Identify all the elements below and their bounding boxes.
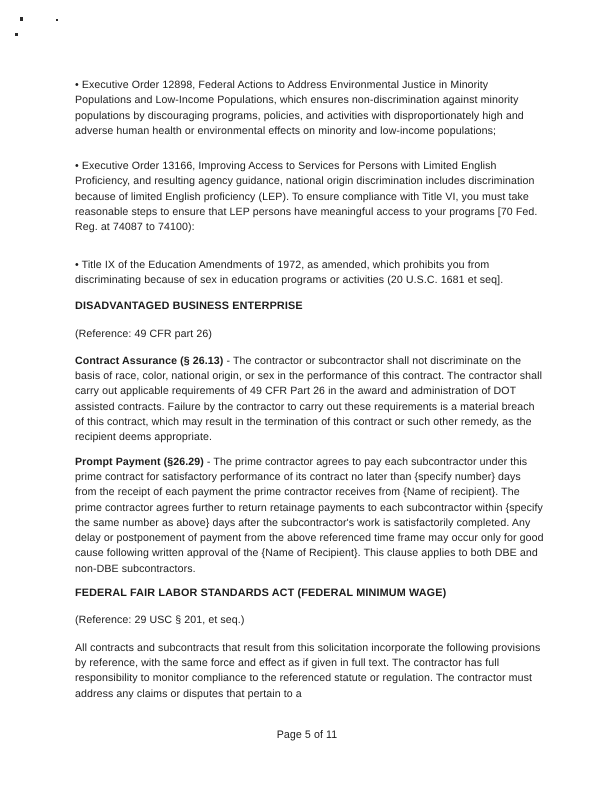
reference-line-dbe: (Reference: 49 CFR part 26) — [75, 327, 212, 340]
bullet-paragraph-eo-13166: • Executive Order 13166, Improving Access to Services for Persons with Limited English Proficiency, and resulting agency guidance, national origin discrimination includes discrimination because of limited English proficiency (LEP). To ensure compliance with Title VI, you must take reasonable steps to ensure that LEP persons have meaningful access to your programs [70 Fed. Reg. at 74087 to 74100): — [75, 160, 538, 234]
paragraph-flsa-intro: All contracts and subcontracts that result from this solicitation incorporate the following provisions by reference, with the same force and effect as if given in full text. The contractor has full responsibility to monitor compliance to the referenced statute or regulation. The contractor must address any claims or disputes that pertain to a — [75, 641, 541, 700]
document-body — [75, 78, 545, 718]
prompt-payment-lead: Prompt Payment (§26.29) — [75, 455, 204, 468]
bullet-paragraph-eo-12898: • Executive Order 12898, Federal Actions to Address Environmental Justice in Minority Populations and Low-Income Populations, which ensures non-discrimination against minority populations by discouraging programs, policies, and activities with disproportionately high and adverse human health or environmental effects on minority and low-income populations; — [75, 79, 524, 137]
prompt-payment-body: - The prime contractor agrees to pay each subcontractor under this prime contract for satisfactory performance of its contract no later than {specify number} days from the receipt of each payment the prime contractor receives from {Name of recipient}. The prime contractor agrees further to return retainage payments to each subcontractor within {specify the same number as above} days after the subcontractor's work is satisfactorily completed. Any delay or postponement of payment from the above referenced time frame may occur only for good cause following written approval of the {Name of Recipient}. This clause applies to both DBE and non-DBE subcontractors. — [75, 455, 544, 575]
page-number-footer: Page 5 of 11 — [276, 729, 338, 741]
reference-line-flsa: (Reference: 29 USC § 201, et seq.) — [75, 614, 245, 627]
paragraph-prompt-payment — [75, 455, 545, 577]
contract-assurance-lead: Contract Assurance (§ 26.13) — [75, 354, 224, 367]
contract-assurance-body: - The contractor or subcontractor shall not discriminate on the basis of race, color, national origin, or sex in the performance of this contract. The contractor shall carry out applicable requirements of 49 CFR Part 26 in the award and administration of DOT assisted contracts. Failure by the contractor to carry out these requirements is a material breach of this contract, which may result in the termination of this contract or such other remedy, as the recipient deems appropriate. — [75, 354, 543, 444]
bullet-paragraph-title-ix: • Title IX of the Education Amendments of 1972, as amended, which prohibits you from discriminating because of sex in education programs or activities (20 U.S.C. 1681 et seq]. — [75, 258, 504, 286]
scan-artifact-dot — [15, 33, 18, 36]
scan-artifact-dot — [56, 19, 58, 21]
section-heading-flsa: FEDERAL FAIR LABOR STANDARDS ACT (FEDERAL MINIMUM WAGE) — [75, 587, 447, 600]
section-heading-dbe: DISADVANTAGED BUSINESS ENTERPRISE — [75, 300, 303, 313]
paragraph-contract-assurance — [75, 354, 545, 446]
scan-artifact-dot — [20, 17, 23, 21]
